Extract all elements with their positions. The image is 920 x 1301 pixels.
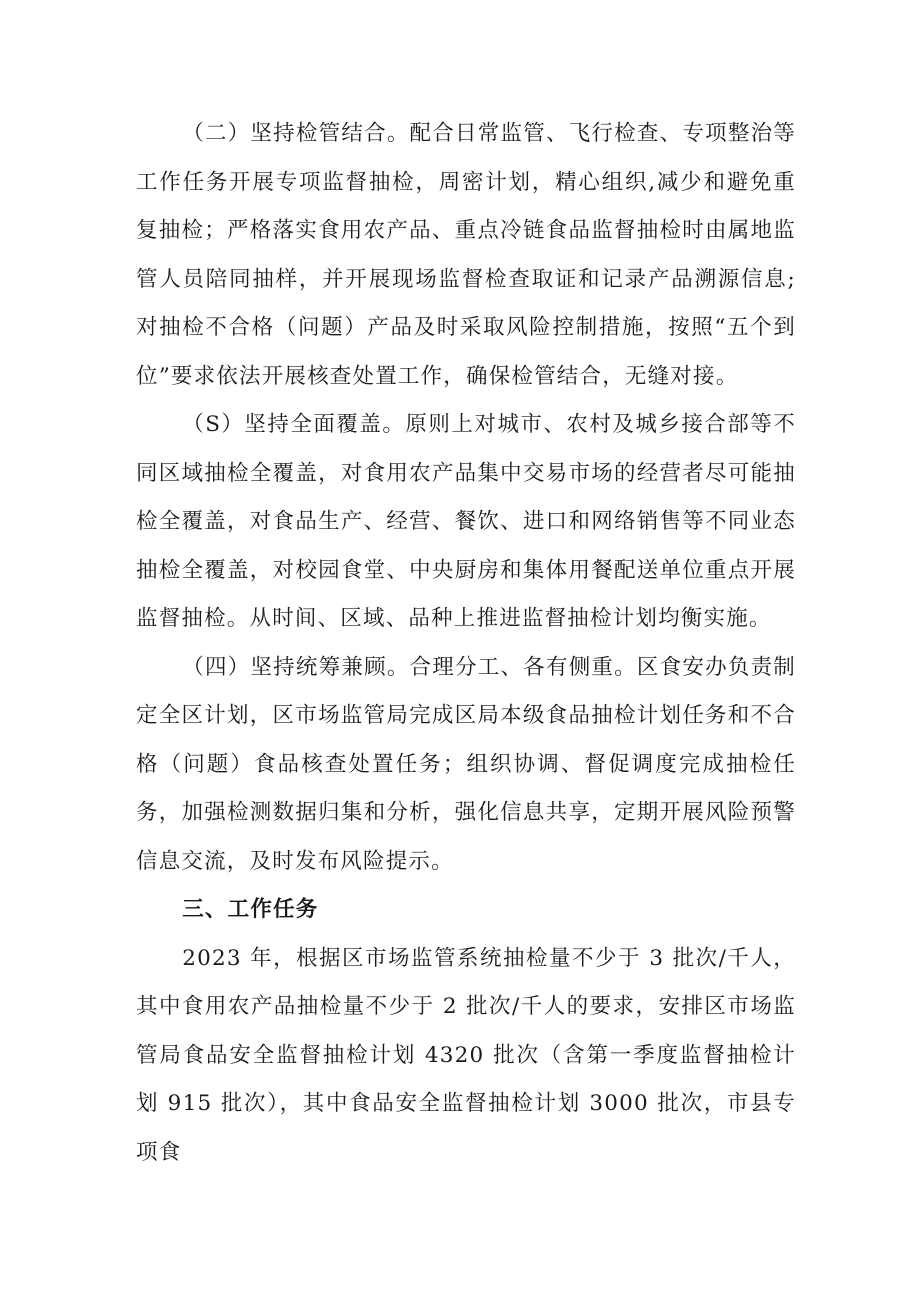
section-heading-work-tasks: 三、工作任务 [182, 897, 319, 922]
paragraph-inspection-supervision: （二）坚持检管结合。配合日常监管、飞行检查、专项整治等工作任务开展专项监督抽检，周密计划，精心组织,减少和避免重复抽检；严格落实食用农产品、重点冷链食品监督抽检时由属地监管人员陪同抽样，并开展现场监督检查取证和记录产品溯源信息;对抽检不合格（问题）产品及时采取风险控制措施，按照“五个到位”要求依法开展核查处置工作，确保检管结合，无缝对接。 [136, 121, 796, 389]
paragraph-work-tasks: 2023 年，根据区市场监管系统抽检量不少于 3 批次/千人，其中食用农产品抽检量不少于 2 批次/千人的要求，安排区市场监管局食品安全监督抽检计划 4320 批次（含第一季度监督抽检计划 915 批次），其中食品安全监督抽检计划 3000 批次，市县专项食 [136, 945, 796, 1165]
document-body [136, 110, 796, 1177]
paragraph-overall-planning: （四）坚持统筹兼顾。合理分工、各有侧重。区食安办负责制定全区计划，区市场监管局完成区局本级食品抽检计划任务和不合格（问题）食品核查处置任务；组织协调、督促调度完成抽检任务，加强检测数据归集和分析，强化信息共享，定期开展风险预警信息交流，及时发布风险提示。 [136, 654, 796, 874]
paragraph-full-coverage: （S）坚持全面覆盖。原则上对城市、农村及城乡接合部等不同区域抽检全覆盖，对食用农产品集中交易市场的经营者尽可能抽检全覆盖，对食品生产、经营、餐饮、进口和网络销售等不同业态抽检全覆盖，对校园食堂、中央厨房和集体用餐配送单位重点开展监督抽检。从时间、区域、品种上推进监督抽检计划均衡实施。 [136, 412, 796, 631]
